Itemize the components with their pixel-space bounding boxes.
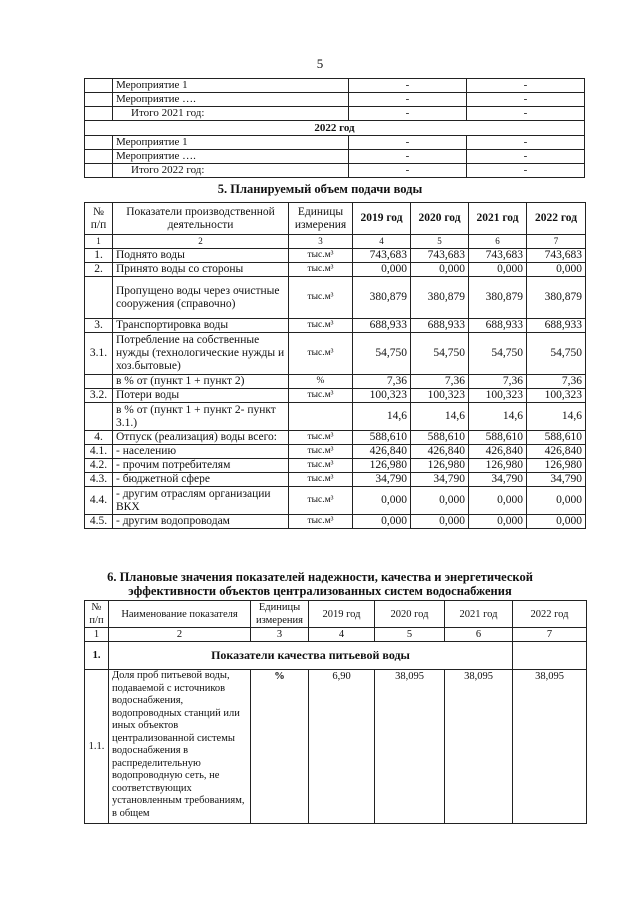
table-row bbox=[85, 333, 586, 375]
indicator-name: - прочим потребителям bbox=[113, 459, 289, 473]
indicator-name: Потери воды bbox=[113, 389, 289, 403]
value-2020: 426,840 bbox=[411, 445, 469, 459]
value-2021: 0,000 bbox=[469, 515, 527, 529]
measure-value: - bbox=[349, 164, 467, 178]
value-2020: 7,36 bbox=[411, 375, 469, 389]
value-2021: 54,750 bbox=[469, 333, 527, 375]
value-2020: 743,683 bbox=[411, 249, 469, 263]
value-2022: 0,000 bbox=[527, 263, 586, 277]
table-row bbox=[85, 515, 586, 529]
value-2019: 380,879 bbox=[353, 277, 411, 319]
col-number: 4 bbox=[309, 628, 375, 642]
indicator-unit: тыс.м³ bbox=[289, 459, 353, 473]
indicator-unit: тыс.м³ bbox=[289, 487, 353, 515]
table-header-row bbox=[85, 203, 586, 235]
col-number: 2 bbox=[109, 628, 251, 642]
value-2022: 38,095 bbox=[513, 670, 587, 824]
group-number: 1. bbox=[85, 642, 109, 670]
water-supply-table bbox=[84, 202, 586, 529]
section6-title-line2: эффективности объектов централизованных систем водоснабжения bbox=[128, 584, 512, 598]
value-2020: 38,095 bbox=[375, 670, 445, 824]
value-2020: 14,6 bbox=[411, 403, 469, 431]
page-number: 5 bbox=[316, 56, 324, 71]
table-row bbox=[85, 445, 586, 459]
value-2019: 0,000 bbox=[353, 263, 411, 277]
col-header: Наименование показателя bbox=[109, 601, 251, 628]
col-number: 6 bbox=[445, 628, 513, 642]
measures-table bbox=[84, 78, 585, 178]
value-2022: 7,36 bbox=[527, 375, 586, 389]
indicator-name: в % от (пункт 1 + пункт 2- пункт 3.1.) bbox=[113, 403, 289, 431]
indicator-name: Потребление на собственные нужды (технологические нужды и хоз.бытовые) bbox=[113, 333, 289, 375]
value-2021: 426,840 bbox=[469, 445, 527, 459]
indicator-name: Пропущено воды через очистные сооружения (справочно) bbox=[113, 277, 289, 319]
table-row bbox=[85, 670, 587, 824]
table-row bbox=[85, 150, 585, 164]
indicator-name: - другим водопроводам bbox=[113, 515, 289, 529]
value-2020: 0,000 bbox=[411, 487, 469, 515]
indicator-name: Отпуск (реализация) воды всего: bbox=[113, 431, 289, 445]
table-row bbox=[85, 459, 586, 473]
year-heading: 2022 год bbox=[85, 121, 585, 136]
indicator-name: - бюджетной сфере bbox=[113, 473, 289, 487]
col-number: 3 bbox=[289, 235, 353, 249]
table-row bbox=[85, 277, 586, 319]
value-2022: 588,610 bbox=[527, 431, 586, 445]
value-2022: 126,980 bbox=[527, 459, 586, 473]
col-header: Единицы измерения bbox=[289, 203, 353, 235]
row-number: 4.4. bbox=[85, 487, 113, 515]
value-2022: 100,323 bbox=[527, 389, 586, 403]
indicator-name: в % от (пункт 1 + пункт 2) bbox=[113, 375, 289, 389]
col-header: 2020 год bbox=[375, 601, 445, 628]
group-title: Показатели качества питьевой воды bbox=[109, 642, 513, 670]
value-2021: 0,000 bbox=[469, 263, 527, 277]
indicator-name: Принято воды со стороны bbox=[113, 263, 289, 277]
value-2021: 34,790 bbox=[469, 473, 527, 487]
col-number: 6 bbox=[469, 235, 527, 249]
measure-value: - bbox=[467, 150, 585, 164]
value-2022: 34,790 bbox=[527, 473, 586, 487]
measure-name: Мероприятие …. bbox=[113, 150, 349, 164]
indicator-unit: тыс.м³ bbox=[289, 249, 353, 263]
value-2019: 126,980 bbox=[353, 459, 411, 473]
measure-value: - bbox=[349, 107, 467, 121]
row-number: 4. bbox=[85, 431, 113, 445]
indicator-name: - другим отраслям организации ВКХ bbox=[113, 487, 289, 515]
indicator-name: Транспортировка воды bbox=[113, 319, 289, 333]
table-row bbox=[85, 164, 585, 178]
table-row bbox=[85, 389, 586, 403]
measure-value: - bbox=[467, 136, 585, 150]
indicator-unit: тыс.м³ bbox=[289, 515, 353, 529]
indicator-unit: тыс.м³ bbox=[289, 431, 353, 445]
row-number: 4.5. bbox=[85, 515, 113, 529]
indicator-name: - населению bbox=[113, 445, 289, 459]
measure-name: Мероприятие 1 bbox=[113, 79, 349, 93]
column-number-row bbox=[85, 628, 587, 642]
indicator-unit: тыс.м³ bbox=[289, 445, 353, 459]
table-row bbox=[85, 136, 585, 150]
table-row bbox=[85, 79, 585, 93]
value-2019: 743,683 bbox=[353, 249, 411, 263]
value-2019: 100,323 bbox=[353, 389, 411, 403]
col-header: № п/п bbox=[85, 203, 113, 235]
value-2019: 0,000 bbox=[353, 515, 411, 529]
value-2021: 14,6 bbox=[469, 403, 527, 431]
value-2019: 688,933 bbox=[353, 319, 411, 333]
column-number-row bbox=[85, 235, 586, 249]
table-row bbox=[85, 107, 585, 121]
col-header: № п/п bbox=[85, 601, 109, 628]
indicator-unit: тыс.м³ bbox=[289, 319, 353, 333]
value-2020: 688,933 bbox=[411, 319, 469, 333]
row-number: 1.1. bbox=[85, 670, 109, 824]
value-2020: 380,879 bbox=[411, 277, 469, 319]
col-number: 1 bbox=[85, 235, 113, 249]
row-number: 4.2. bbox=[85, 459, 113, 473]
value-2020: 34,790 bbox=[411, 473, 469, 487]
measure-value: - bbox=[467, 93, 585, 107]
indicator-unit: % bbox=[289, 375, 353, 389]
value-2019: 588,610 bbox=[353, 431, 411, 445]
col-header: Единицы измерения bbox=[251, 601, 309, 628]
measure-total: Итого 2022 год: bbox=[113, 164, 349, 178]
measure-name: Мероприятие 1 bbox=[113, 136, 349, 150]
row-number bbox=[85, 403, 113, 431]
table-row bbox=[85, 403, 586, 431]
measure-value: - bbox=[467, 164, 585, 178]
value-2022: 0,000 bbox=[527, 487, 586, 515]
col-number: 2 bbox=[113, 235, 289, 249]
indicator-name: Доля проб питьевой воды, подаваемой с источников водоснабжения, водопроводных станций или иных объектов централизованной системы водоснабжения в распределительную водопроводную сеть, не соответствующих установленным требованиям, в общем bbox=[109, 670, 251, 824]
measure-value: - bbox=[349, 150, 467, 164]
col-number: 5 bbox=[375, 628, 445, 642]
measure-value: - bbox=[349, 79, 467, 93]
row-number: 3.1. bbox=[85, 333, 113, 375]
col-number: 7 bbox=[513, 628, 587, 642]
group-row bbox=[85, 642, 587, 670]
indicator-unit: тыс.м³ bbox=[289, 263, 353, 277]
section5-title: 5. Планируемый объем подачи воды bbox=[217, 182, 423, 196]
reliability-table bbox=[84, 600, 587, 824]
col-number: 7 bbox=[527, 235, 586, 249]
row-number: 4.3. bbox=[85, 473, 113, 487]
row-number bbox=[85, 375, 113, 389]
value-2022: 54,750 bbox=[527, 333, 586, 375]
measure-total: Итого 2021 год: bbox=[113, 107, 349, 121]
indicator-unit bbox=[289, 403, 353, 431]
col-number: 5 bbox=[411, 235, 469, 249]
measure-name: Мероприятие …. bbox=[113, 93, 349, 107]
table-row bbox=[85, 473, 586, 487]
value-2022: 0,000 bbox=[527, 515, 586, 529]
col-number: 3 bbox=[251, 628, 309, 642]
value-2022: 14,6 bbox=[527, 403, 586, 431]
table-row bbox=[85, 249, 586, 263]
table-row bbox=[85, 431, 586, 445]
measure-value: - bbox=[349, 136, 467, 150]
value-2021: 588,610 bbox=[469, 431, 527, 445]
indicator-unit: тыс.м³ bbox=[289, 333, 353, 375]
col-number: 4 bbox=[353, 235, 411, 249]
row-number: 1. bbox=[85, 249, 113, 263]
indicator-unit: % bbox=[251, 670, 309, 824]
value-2021: 380,879 bbox=[469, 277, 527, 319]
value-2022: 743,683 bbox=[527, 249, 586, 263]
value-2019: 7,36 bbox=[353, 375, 411, 389]
value-2020: 0,000 bbox=[411, 263, 469, 277]
col-header: 2021 год bbox=[445, 601, 513, 628]
value-2020: 588,610 bbox=[411, 431, 469, 445]
measure-value: - bbox=[467, 79, 585, 93]
indicator-unit: тыс.м³ bbox=[289, 277, 353, 319]
value-2020: 0,000 bbox=[411, 515, 469, 529]
value-2019: 426,840 bbox=[353, 445, 411, 459]
value-2019: 54,750 bbox=[353, 333, 411, 375]
value-2022: 426,840 bbox=[527, 445, 586, 459]
indicator-name: Поднято воды bbox=[113, 249, 289, 263]
col-header: 2022 год bbox=[513, 601, 587, 628]
value-2019: 14,6 bbox=[353, 403, 411, 431]
value-2019: 34,790 bbox=[353, 473, 411, 487]
table-header-row bbox=[85, 601, 587, 628]
table-row bbox=[85, 121, 585, 136]
table-row bbox=[85, 487, 586, 515]
value-2020: 54,750 bbox=[411, 333, 469, 375]
value-2020: 100,323 bbox=[411, 389, 469, 403]
col-header: 2022 год bbox=[527, 203, 586, 235]
value-2021: 0,000 bbox=[469, 487, 527, 515]
value-2021: 126,980 bbox=[469, 459, 527, 473]
row-number: 3.2. bbox=[85, 389, 113, 403]
section6-title-line1: 6. Плановые значения показателей надежности, качества и энергетической bbox=[107, 570, 533, 584]
value-2019: 6,90 bbox=[309, 670, 375, 824]
table-row bbox=[85, 375, 586, 389]
col-number: 1 bbox=[85, 628, 109, 642]
row-number: 2. bbox=[85, 263, 113, 277]
col-header: Показатели производственной деятельности bbox=[113, 203, 289, 235]
table-row bbox=[85, 319, 586, 333]
table-row bbox=[85, 263, 586, 277]
value-2021: 38,095 bbox=[445, 670, 513, 824]
indicator-unit: тыс.м³ bbox=[289, 473, 353, 487]
measure-value: - bbox=[467, 107, 585, 121]
value-2021: 743,683 bbox=[469, 249, 527, 263]
value-2021: 7,36 bbox=[469, 375, 527, 389]
value-2022: 688,933 bbox=[527, 319, 586, 333]
measure-value: - bbox=[349, 93, 467, 107]
col-header: 2020 год bbox=[411, 203, 469, 235]
row-number: 3. bbox=[85, 319, 113, 333]
col-header: 2019 год bbox=[353, 203, 411, 235]
col-header: 2021 год bbox=[469, 203, 527, 235]
value-2021: 688,933 bbox=[469, 319, 527, 333]
value-2019: 0,000 bbox=[353, 487, 411, 515]
value-2021: 100,323 bbox=[469, 389, 527, 403]
table-row bbox=[85, 93, 585, 107]
col-header: 2019 год bbox=[309, 601, 375, 628]
indicator-unit: тыс.м³ bbox=[289, 389, 353, 403]
row-number bbox=[85, 277, 113, 319]
row-number: 4.1. bbox=[85, 445, 113, 459]
value-2022: 380,879 bbox=[527, 277, 586, 319]
value-2020: 126,980 bbox=[411, 459, 469, 473]
